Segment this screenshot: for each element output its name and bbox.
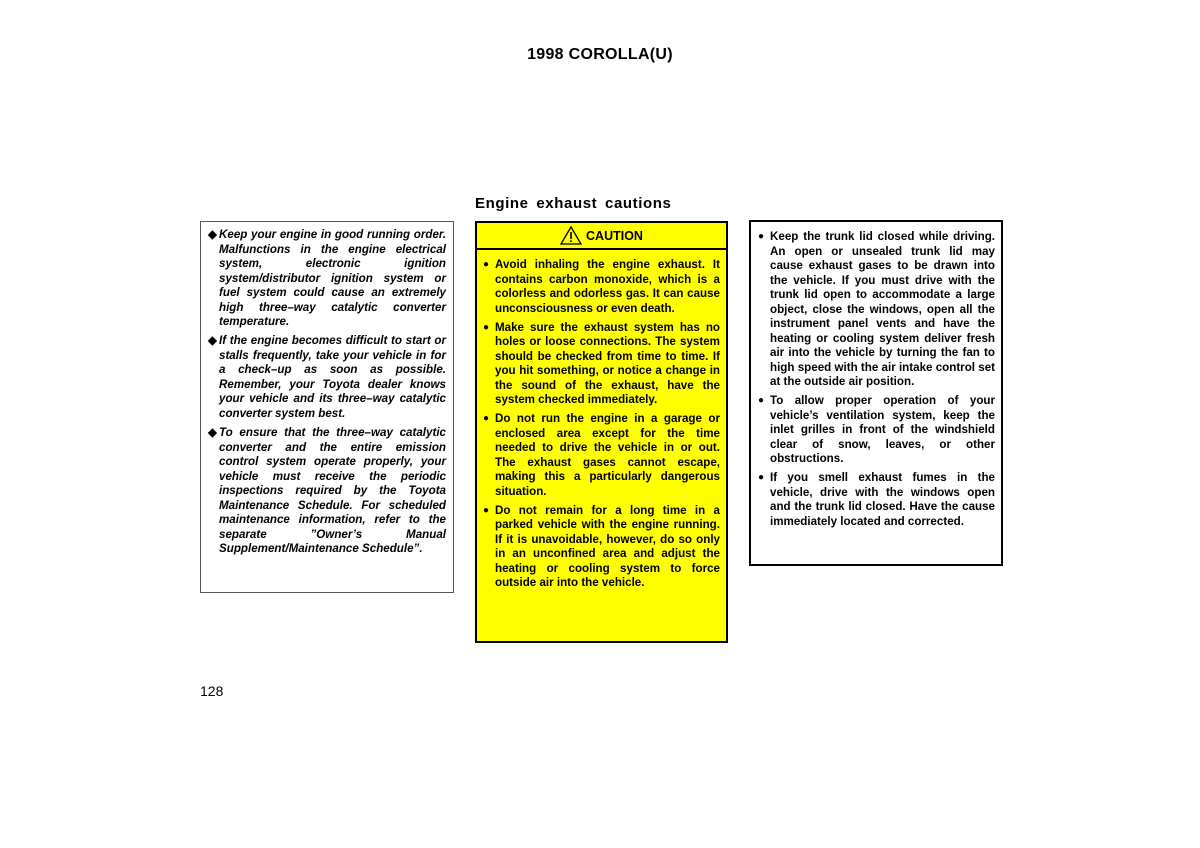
list-item bbox=[758, 471, 995, 529]
list-item-text: To ensure that the three–way catalytic converter and the entire emission control system operate properly, your vehicle must receive the periodic inspections required by the Toyota Maintenance Schedule. For scheduled maintenance information, refer to the separate ”Owner’s Manual Supplement/Maintenance Schedule”. bbox=[219, 426, 446, 556]
list-item-text: To allow proper operation of your vehicle’s ventilation system, keep the inlet grilles in front of the windshield clear of snow, leaves, or other obstructions. bbox=[770, 394, 995, 465]
list-item bbox=[483, 258, 720, 316]
list-item-text: Keep the trunk lid closed while driving. An open or unsealed trunk lid may cause exhaust gases to be drawn into the vehicle. If you must drive with the trunk lid open to accommodate a large object, close the windows, open all the instrument panel vents and have the heating or cooling system deliver fresh air into the vehicle by turning the fan to high speed with the air intake control set at the outside air position. bbox=[770, 230, 995, 388]
caution-label: CAUTION bbox=[586, 228, 643, 243]
list-item-text: Keep your engine in good running order. Malfunctions in the engine electrical system, electronic ignition system/distributor ignition system or fuel system could cause an extremely high three–way catalytic converter temperature. bbox=[219, 228, 446, 328]
tips-box bbox=[200, 221, 454, 593]
list-item-text: Make sure the exhaust system has no holes or loose connections. The system should be checked from time to time. If you hit something, or notice a change in the sound of the exhaust, have the system checked immediately. bbox=[495, 320, 720, 406]
caution-box bbox=[475, 221, 728, 643]
dot-bullet-icon: ● bbox=[758, 395, 765, 406]
advice-box bbox=[749, 220, 1003, 566]
list-item-text: Avoid inhaling the engine exhaust. It contains carbon monoxide, which is a colorless and odorless gas. It can cause unconsciousness or even death. bbox=[495, 258, 720, 315]
section-heading: Engine exhaust cautions bbox=[475, 195, 672, 212]
list-item bbox=[483, 412, 720, 499]
dot-bullet-icon: ● bbox=[483, 504, 490, 516]
page-number: 128 bbox=[200, 683, 224, 699]
list-item bbox=[483, 504, 720, 591]
dot-bullet-icon: ● bbox=[758, 472, 765, 483]
list-item bbox=[758, 230, 995, 390]
list-item bbox=[208, 334, 446, 421]
warning-triangle-icon bbox=[560, 226, 582, 245]
list-item bbox=[758, 394, 995, 467]
caution-header bbox=[477, 223, 726, 250]
list-item-text: If the engine becomes difficult to start or stalls frequently, take your vehicle in for a check–up as soon as possible. Remember, your Toyota dealer knows your vehicle and its three–way catalytic converter system best. bbox=[219, 334, 446, 420]
diamond-bullet-icon: ◆ bbox=[208, 228, 217, 241]
dot-bullet-icon: ● bbox=[483, 321, 490, 333]
list-item bbox=[483, 321, 720, 408]
dot-bullet-icon: ● bbox=[483, 259, 490, 270]
diamond-bullet-icon: ◆ bbox=[208, 334, 217, 348]
dot-bullet-icon: ● bbox=[758, 231, 765, 242]
diamond-bullet-icon: ◆ bbox=[208, 426, 217, 440]
list-item-text: If you smell exhaust fumes in the vehicle, drive with the windows open and the trunk lid closed. Have the cause immediately located and corrected. bbox=[770, 471, 995, 528]
list-item bbox=[208, 426, 446, 557]
document-title: 1998 COROLLA(U) bbox=[527, 46, 673, 63]
list-item bbox=[208, 228, 446, 330]
list-item-text: Do not remain for a long time in a parked vehicle with the engine running. If it is unavoidable, however, do so only in an unconfined area and adjust the heating or cooling system to force outside air into the vehicle. bbox=[495, 503, 720, 589]
dot-bullet-icon: ● bbox=[483, 413, 490, 424]
list-item-text: Do not run the engine in a garage or enclosed area except for the time needed to drive the vehicle in or out. The exhaust gases cannot escape, making this a particularly dangerous situation. bbox=[495, 412, 720, 498]
